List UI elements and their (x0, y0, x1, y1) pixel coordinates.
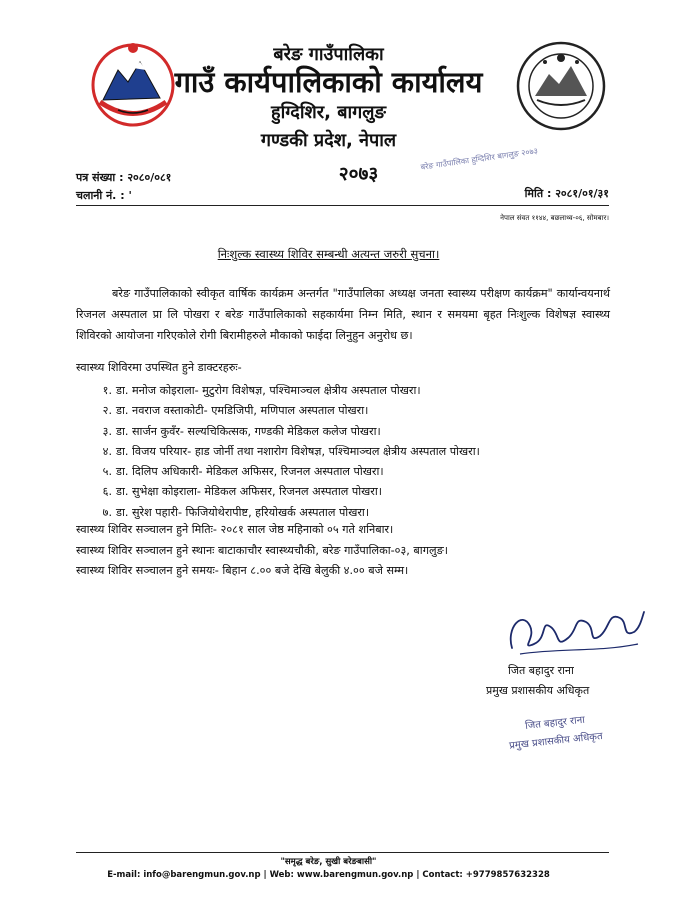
established-year: २०७३ (338, 163, 379, 185)
reference-number (76, 170, 171, 185)
doctor-entry: डा. नवराज वस्ताकोटी- एमडिजिपी, मणिपाल अस्पताल पोखरा। (116, 404, 369, 418)
doctor-entry: डा. विजय परियार- हाड जोर्नी तथा नशारोग विशेषज्ञ, पश्चिमाञ्चल क्षेत्रीय अस्पताल पोखरा। (116, 444, 480, 458)
list-item (76, 503, 480, 523)
doctor-entry: डा. दिलिप अधिकारी- मेडिकल अफिसर, रिजनल अस्पताल पोखरा। (116, 465, 384, 479)
footer-contact: E-mail: info@barengmun.gov.np | Web: www.barengmun.gov.np | Contact: +9779857632328 (107, 870, 550, 880)
office-address: हुग्दिशिर, बागलुङ (271, 102, 386, 123)
header-divider (76, 205, 609, 206)
municipality-name: बरेङ गाउँपालिका (273, 44, 384, 65)
list-item (76, 401, 480, 421)
notice-body: बरेङ गाउँपालिकाको स्वीकृत वार्षिक कार्यक्रम अन्तर्गत "गाउँपालिका अध्यक्ष जनता स्वास्थ्य परीक्षण कार्यक्रम" कार्यान्वयनार्थ रिजनल अस्पताल प्रा लि पोखरा र बरेङ गाउँपालिकाको सहकार्यमा निम्न मिति, स्थान र समयमा बृहत निःशुल्क विशेषज्ञ स्वास्थ्य शिविरको आयोजना गरिएकोले रोगी बिरामीहरुले मौकाको फाईदा लिनुहुन अनुरोध छ। (76, 287, 610, 342)
nepal-sambat-date: नेपाल संवत ११४४, बछलाथ्व-०६, सोमबार। (500, 214, 609, 222)
office-name: गाउँ कार्यपालिकाको कार्यालय (174, 65, 483, 99)
officer-stamp-title: प्रमुख प्रशासकीय अधिकृत (508, 730, 604, 752)
camp-date: स्वास्थ्य शिविर सञ्चालन हुने मितिः- २०८१ साल जेष्ठ महिनाको ०५ गते शनिबार। (76, 523, 394, 536)
chalani-value: ' (128, 189, 132, 202)
list-item (76, 381, 480, 401)
list-number: ३. (102, 424, 112, 438)
doctors-heading: स्वास्थ्य शिविरमा उपस्थित हुने डाक्टरहरुः- (76, 361, 242, 374)
handwritten-signature (500, 598, 650, 664)
list-number: १. (102, 384, 112, 397)
list-number: ६. (102, 485, 112, 499)
doctor-entry: डा. मनोज कोइराला- मुटुरोग विशेषज्ञ, पश्चिमाञ्चल क्षेत्रीय अस्पताल पोखरा। (116, 384, 421, 397)
list-number: ७. (102, 505, 112, 519)
signatory-name: जित बहादुर राना (508, 664, 574, 677)
list-item (76, 462, 480, 482)
chalani-number (76, 188, 132, 203)
officer-stamp-name: जित बहादुर राना (524, 714, 586, 732)
received-stamp (418, 146, 539, 198)
list-number: ५. (102, 465, 112, 479)
footer-divider (76, 852, 609, 853)
province-name: गण्डकी प्रदेश, नेपाल (260, 130, 397, 151)
camp-venue: स्वास्थ्य शिविर सञ्चालन हुने स्थानः बाटाकाचौर स्वास्थ्यचौकी, बरेङ गाउँपालिका-०३, बागलुङ। (76, 544, 448, 557)
reference-label: पत्र संख्या : (76, 171, 124, 184)
officer-stamp (506, 708, 641, 754)
chalani-label: चलानी नं. : (76, 189, 125, 202)
date-value: २०८१/०१/३१ (555, 187, 609, 200)
list-item (76, 442, 480, 462)
doctor-entry: डा. सार्जन कुवँर- सल्यचिकित्सक, गण्डकी मेडिकल कलेज पोखरा। (116, 424, 381, 438)
notice-subject-text: निःशुल्क स्वास्थ्य शिविर सम्बन्धी अत्यन्त जरुरी सुचना। (217, 247, 440, 261)
received-stamp-text: बरेङ गाउँपालिका हुग्दिशिर बागलुङ २०७३ (420, 146, 539, 172)
list-number: २. (102, 404, 112, 418)
letter-date (525, 186, 609, 201)
footer-slogan: "समृद्ध बरेङ, सुखी बरेङबासी" (280, 857, 377, 867)
doctor-entry: डा. सुरेश पहारी- फिजियोथेरापीष्ट, हरियोखर्क अस्पताल पोखरा। (116, 505, 370, 519)
list-item (76, 482, 480, 502)
list-item (76, 422, 480, 442)
list-number: ४. (102, 444, 112, 458)
reference-value: २०८०/०८१ (127, 171, 172, 184)
date-label: मिति : (524, 187, 552, 200)
doctor-list (76, 381, 480, 523)
signatory-title: प्रमुख प्रशासकीय अधिकृत (486, 684, 590, 697)
camp-time: स्वास्थ्य शिविर सञ्चालन हुने समयः- बिहान ८.०० बजे देखि बेलुकी ४.०० बजे सम्म। (76, 564, 409, 577)
doctor-entry: डा. सुभेक्षा कोइराला- मेडिकल अफिसर, रिजनल अस्पताल पोखरा। (116, 485, 382, 499)
notice-subject (0, 247, 657, 262)
